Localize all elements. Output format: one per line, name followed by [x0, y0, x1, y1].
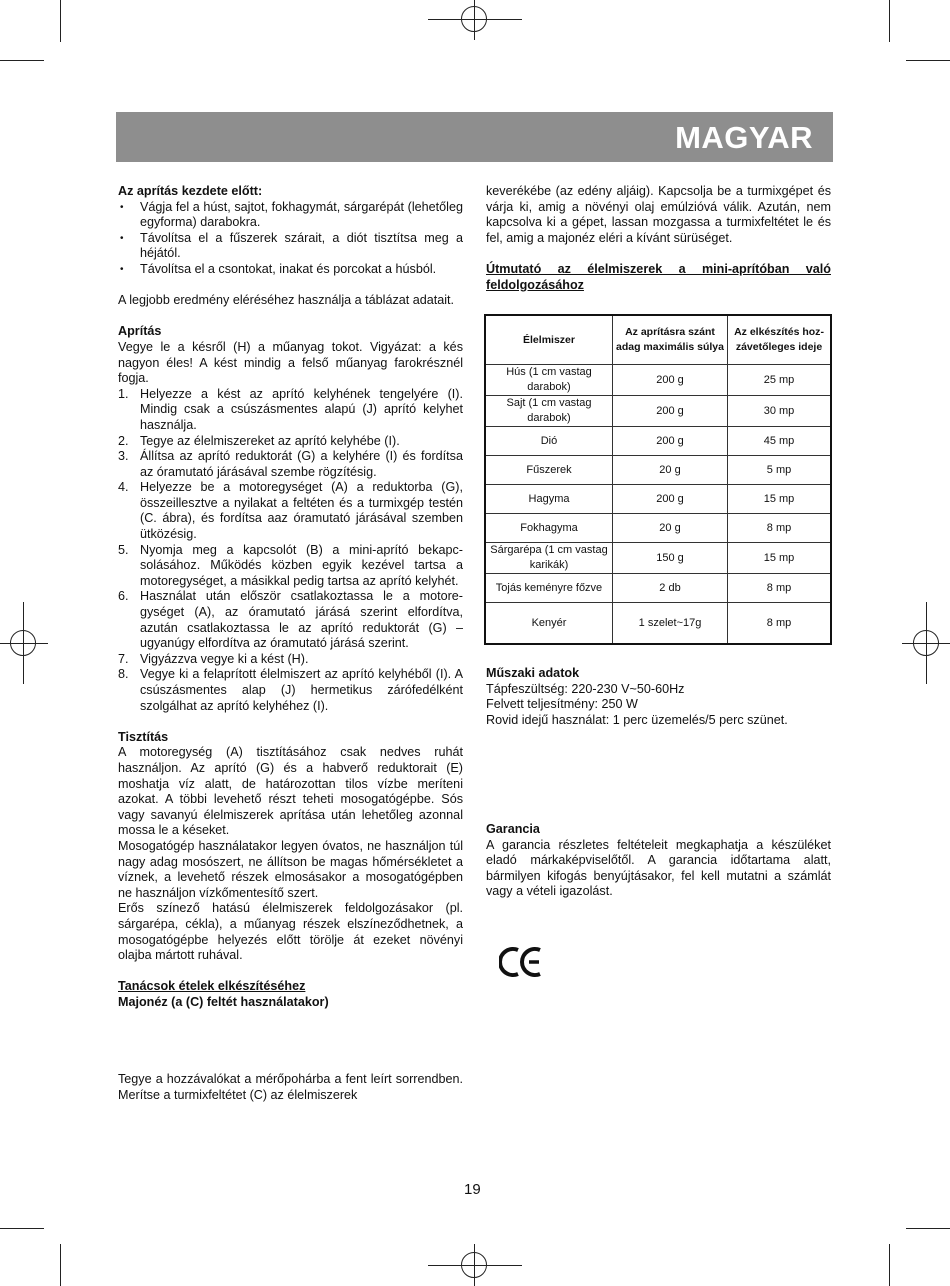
table-header: Az aprításra szánt adag maximális súlya [613, 315, 728, 365]
crop-mark [889, 1244, 890, 1286]
table-cell: 200 g [613, 427, 728, 456]
table-cell: 8 mp [728, 603, 832, 645]
list-item: 6. Használat után először csatlakoztassa le a motoregységet (A), az óramutató járásá szerint elfordítva, azután csatlakoztassa le az aprító reduktorát (G) – ugyanúgy elfordítva az óramutató járásá szerint. [118, 589, 463, 651]
table-cell: 30 mp [728, 396, 832, 427]
table-cell: 200 g [613, 485, 728, 514]
list-item: 5. Nyomja meg a kapcsolót (B) a mini-aprító bekapcsolásához. Működés közben egyik kezével tartsa a motoregységet, a másikkal pedig tartsa az aprító kelyhét. [118, 542, 463, 588]
table-row [485, 603, 831, 645]
language-header [116, 112, 833, 162]
paragraph: A garancia részletes feltételeit megkaphatja a készüléket eladó márkaképviselőtől. A garancia időtartama alatt, bármilyen kifogás benyújtásakor, fel kell mutatni a számlát vagy a vételi igazolást. [486, 837, 831, 899]
table-cell: Kenyér [485, 603, 613, 645]
table-row [485, 396, 831, 427]
list-item: 1. Helyezze a kést az aprító kelyhének tengelyére (I). Mindig csak a csúszásmentes alapú (J) aprító kelyhet használja. [118, 386, 463, 432]
table-header: Élelmiszer [485, 315, 613, 365]
paragraph: A motoregység (A) tisztításához csak nedves ruhát használjon. Az aprító (G) és a habverő reduktorait (E) moshatja víz alatt, de határozottan tilos vízbe meríteni azokat. A többi levehető részt teheti mosogatógépbe. Sós vagy savanyú élelmiszerek aprítása után lehetőleg azonnal mossa le a késeket. [118, 745, 463, 838]
list-item: • Távolítsa el a fűszerek szárait, a diót tisztítsa meg a héjától. [118, 231, 463, 262]
table-row [485, 427, 831, 456]
subsection-heading: Majonéz (a (C) feltét használatakor) [118, 994, 329, 1009]
table-cell: Tojás keményre főzve [485, 574, 613, 603]
crop-mark [889, 0, 890, 42]
table-row [485, 485, 831, 514]
table-header-row [485, 315, 831, 365]
paragraph: Vegye le a késről (H) a műanyag tokot. Vigyázat: a kés nagyon éles! A kést mindig a felső műanyag farokrésznél fogja. [118, 339, 463, 386]
table-row [485, 456, 831, 485]
table-cell: 25 mp [728, 365, 832, 396]
paragraph: A legjobb eredmény eléréséhez használja a táblázat adatait. [118, 293, 455, 308]
section-heading: Útmutató az élelmiszerek a mini-aprítóban való feldolgozásához [486, 261, 831, 292]
paragraph: Erős színező hatású élelmiszerek feldolgozásakor (pl. sárgarépa, cékla), a műanyag részek elszíneződhetnek, a mosogatógépbe helyezés előtt törölje át ezeket növényi olajba mártott ruhával. [118, 901, 463, 963]
page-number: 19 [464, 1181, 481, 1198]
list-item: 4. Helyezze be a motoregységet (A) a reduktorba (G), összeillesztve a nyilakat a feltéten és a turmixgép testén (C. ábra), és fordítsa aaz óramutató járásával szemben ütközésig. [118, 480, 463, 542]
registration-line [428, 1265, 522, 1266]
table-cell: 20 g [613, 456, 728, 485]
spec-line: Tápfeszültség: 220-230 V~50-60Hz [486, 681, 685, 696]
table-cell: Fűszerek [485, 456, 613, 485]
registration-line [0, 643, 48, 644]
section-heading: Az aprítás kezdete előtt: [118, 184, 263, 198]
crop-mark [0, 1228, 44, 1229]
crop-mark [906, 60, 950, 61]
section-heading: Aprítás [118, 324, 162, 339]
table-cell: Hús (1 cm vastag darabok) [485, 365, 613, 396]
table-cell: 200 g [613, 365, 728, 396]
table-cell: 15 mp [728, 485, 832, 514]
table-cell: Dió [485, 427, 613, 456]
paragraph: keverékébe (az edény aljáig). Kapcsolja be a turmixgépet és várja ki, amig a növényi olaj emúlzióvá válik. Azután, nem kapcsolva ki a gépet, lassan mozgassa a turmixfeltétet le és fel, amig a majonéz eléri a kívánt sürüséget. [486, 184, 831, 245]
section-heading: Műszaki adatok [486, 666, 580, 680]
table-cell: 45 mp [728, 427, 832, 456]
table-row [485, 574, 831, 603]
list-item: 8. Vegye ki a felaprított élelmiszert az aprító kelyhéből (I). A csúszásmentes alap (J) hermetikus zárófedélként szolgálhat az aprító kelyhéhez (I). [118, 667, 463, 713]
table-header: Az elkészítés hozzávetőleges ideje [728, 315, 832, 365]
table-cell: 20 g [613, 514, 728, 543]
right-column [486, 184, 831, 293]
section-heading: Tanácsok ételek elkészítéséhez [118, 979, 306, 994]
table-cell: Sárgarépa (1 cm vastag karikák) [485, 543, 613, 574]
table-cell: 8 mp [728, 514, 832, 543]
table-row [485, 543, 831, 574]
table-cell: 15 mp [728, 543, 832, 574]
registration-line [474, 0, 475, 40]
section-heading: Tisztítás [118, 729, 169, 744]
table-cell: 2 db [613, 574, 728, 603]
ce-mark-icon [499, 945, 544, 979]
prep-list [118, 200, 463, 278]
table-cell: Sajt (1 cm vastag darabok) [485, 396, 613, 427]
list-item: 7. Vigyázzva vegye ki a kést (H). [118, 651, 309, 666]
list-item: 3. Állítsa az aprító reduktorát (G) a kelyhére (I) és fordítsa az óramutató járásával szembe rögzítésig. [118, 449, 463, 479]
crop-mark [0, 60, 44, 61]
table-cell: 5 mp [728, 456, 832, 485]
table-cell: 150 g [613, 543, 728, 574]
registration-line [902, 643, 950, 644]
food-table [484, 314, 832, 645]
list-item: 2. Tegye az élelmiszereket az aprító kelyhébe (I). [118, 433, 400, 448]
paragraph: Tegye a hozzávalókat a mérőpohárba a fent leírt sorrendben. Merítse a turmixfeltétet (C) az élelmiszerek [118, 1072, 463, 1103]
steps-list [118, 387, 463, 714]
spec-line: Felvett teljesítmény: 250 W [486, 697, 638, 712]
list-item: • Vágja fel a húst, sajtot, fokhagymát, sárgarépát (lehetőleg egyforma) darabokra. [118, 200, 463, 231]
crop-mark [60, 1244, 61, 1286]
spec-line: Rovid idejű használat: 1 perc üzemelés/5 perc szünet. [486, 712, 788, 727]
left-column [118, 184, 463, 1104]
paragraph: Mosogatógép használatakor legyen óvatos, ne használjon túl nagy adag mosószert, ne állítson be magas hőmérsékletet a víznek, a levehető részek elmosásakor a mosogatógépben ne használjon vízkőmentesítő szert. [118, 838, 463, 900]
crop-mark [60, 0, 61, 42]
crop-mark [906, 1228, 950, 1229]
warranty-section [486, 822, 831, 900]
tech-section [486, 666, 831, 728]
registration-line [428, 19, 522, 20]
section-heading: Garancia [486, 822, 540, 836]
table-row [485, 365, 831, 396]
table-cell: Hagyma [485, 485, 613, 514]
list-item: • Távolítsa el a csontokat, inakat és porcokat a húsból. [118, 262, 463, 278]
table-row [485, 514, 831, 543]
table-cell: Fokhagyma [485, 514, 613, 543]
table-cell: 200 g [613, 396, 728, 427]
table-cell: 1 szelet~17g [613, 603, 728, 645]
table-cell: 8 mp [728, 574, 832, 603]
page-title: MAGYAR [675, 120, 813, 155]
